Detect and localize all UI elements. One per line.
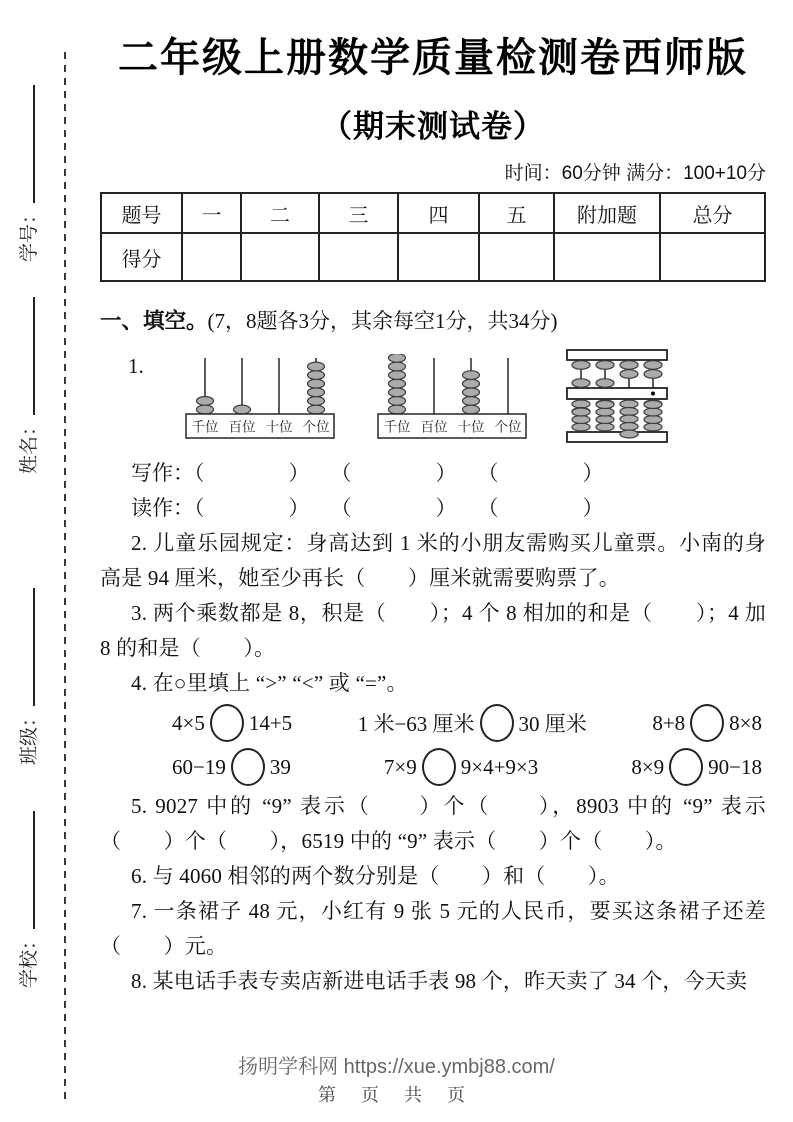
exam-time-score-info: 时间：60分钟 满分：100+10分	[504, 163, 766, 184]
score-header-cell: 五	[479, 193, 554, 233]
question-4-row-2	[100, 745, 766, 789]
comparison-left: 8+8	[652, 710, 686, 735]
student-id-label: 学号：	[19, 204, 40, 262]
comparison-right: 90−18	[708, 754, 762, 779]
comparison-right: 14+5	[248, 710, 293, 735]
binding-dashed-line	[64, 52, 66, 1100]
binding-field-name	[8, 274, 52, 474]
name-blank-line	[14, 297, 35, 415]
binding-field-class	[8, 565, 52, 765]
place-value-counter-figure-2	[376, 354, 528, 447]
score-header-cell: 四	[398, 193, 479, 233]
score-table	[100, 192, 766, 282]
comparison-item	[172, 704, 292, 742]
question-1-write-as-row: 写作：（ ） （ ） （ ）	[131, 461, 604, 485]
score-header-cell: 三	[319, 193, 398, 233]
score-empty-cell	[241, 233, 319, 281]
comparison-left: 1 米−63 厘米	[357, 712, 475, 736]
score-table-score-row	[101, 233, 765, 281]
paper-title: 二年级上册数学质量检测卷西师版	[118, 36, 748, 80]
school-label: 学校：	[19, 930, 40, 988]
svg-text:千位: 千位	[383, 419, 411, 435]
compare-circle	[669, 748, 703, 786]
score-header-cell: 总分	[660, 193, 765, 233]
school-blank-line	[14, 811, 35, 929]
question-2: 2. 儿童乐园规定：身高达到 1 米的小朋友需购买儿童票。小南的身高是 94 厘米，她至少再长（ ）厘米就需要购票了。	[100, 531, 766, 590]
compare-circle	[231, 748, 265, 786]
svg-text:个位: 个位	[302, 419, 330, 435]
question-5: 5. 9027 中的 “9” 表示（ ）个（ ），8903 中的 “9” 表示（ ）个（ ），6519 中的 “9” 表示（ ）个（ ）。	[100, 794, 766, 853]
compare-circle	[690, 704, 724, 742]
comparison-right: 30 厘米	[518, 712, 587, 736]
svg-text:百位: 百位	[228, 419, 256, 435]
question-4-row-1	[100, 701, 766, 745]
svg-text:个位: 个位	[494, 419, 522, 435]
question-1-read-as-row: 读作：（ ） （ ） （ ）	[131, 496, 604, 520]
score-row-label: 得分	[101, 233, 182, 281]
compare-circle	[422, 748, 456, 786]
question-3: 3. 两个乘数都是 8，积是（ ）；4 个 8 相加的和是（ ）；4 加 8 的和是（ ）。	[100, 601, 766, 660]
question-4-intro: 4. 在○里填上 “>” “<” 或 “=”。	[131, 671, 408, 695]
score-header-cell: 一	[182, 193, 241, 233]
site-watermark: 扬明学科网 https://xue.ymbj88.com/	[238, 1056, 555, 1078]
comparison-left: 60−19	[172, 754, 226, 779]
svg-text:百位: 百位	[420, 419, 448, 435]
question-7: 7. 一条裙子 48 元，小红有 9 张 5 元的人民币，要买这条裙子还差（ ）元。	[100, 899, 766, 958]
comparison-item	[172, 748, 291, 786]
compare-circle	[210, 704, 244, 742]
comparison-item	[631, 748, 762, 786]
score-empty-cell	[398, 233, 479, 281]
svg-text:十位: 十位	[457, 419, 485, 435]
comparison-right: 8×8	[729, 710, 762, 735]
question-1-number: 1.	[128, 354, 144, 378]
page-number-line: 第 页 共 页	[317, 1085, 475, 1105]
comparison-right: 39	[269, 754, 291, 779]
paper-subtitle: （期末测试卷）	[321, 109, 545, 144]
score-header-cell: 附加题	[554, 193, 660, 233]
name-label: 姓名：	[19, 416, 40, 474]
comparison-left: 8×9	[631, 754, 665, 779]
class-label: 班级：	[19, 707, 40, 765]
section-one-points: (7，8题各3分，其余每空1分，共34分)	[207, 309, 558, 333]
svg-text:十位: 十位	[265, 419, 293, 435]
abacus-figure	[564, 348, 670, 449]
section-one-heading	[100, 306, 766, 336]
comparison-item	[652, 704, 762, 742]
score-empty-cell	[319, 233, 398, 281]
score-header-cell: 二	[241, 193, 319, 233]
comparison-item	[384, 748, 538, 786]
paper-content	[100, 0, 766, 999]
page-footer	[0, 1050, 793, 1107]
question-1	[100, 346, 766, 446]
score-empty-cell	[554, 233, 660, 281]
score-header-cell: 题号	[101, 193, 182, 233]
question-8: 8. 某电话手表专卖店新进电话手表 98 个，昨天卖了 34 个，今天卖	[131, 969, 748, 993]
question-6: 6. 与 4060 相邻的两个数分别是（ ）和（ ）。	[131, 864, 620, 888]
score-empty-cell	[182, 233, 241, 281]
score-empty-cell	[479, 233, 554, 281]
section-one-title: 一、填空。	[100, 309, 208, 333]
svg-text:千位: 千位	[191, 419, 219, 435]
comparison-right: 9×4+9×3	[460, 754, 539, 779]
compare-circle	[480, 704, 514, 742]
place-value-counter-figure-1	[184, 354, 336, 447]
comparison-left: 4×5	[172, 710, 205, 735]
score-empty-cell	[660, 233, 765, 281]
student-id-blank-line	[14, 85, 35, 203]
score-table-header-row	[101, 193, 765, 233]
comparison-item	[358, 704, 587, 742]
comparison-left: 7×9	[383, 754, 417, 779]
binding-field-school	[8, 788, 52, 988]
binding-field-student-id	[8, 62, 52, 262]
class-blank-line	[14, 588, 35, 706]
